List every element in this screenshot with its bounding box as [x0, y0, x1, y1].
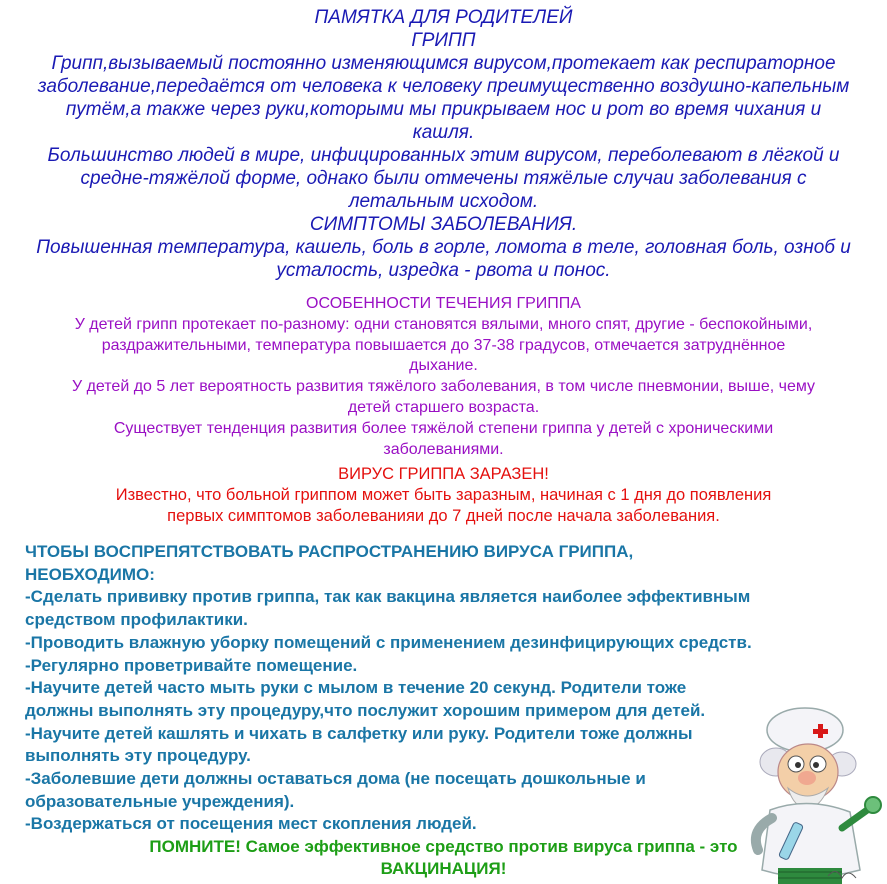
prevention-heading: НЕОБХОДИМО: [25, 564, 155, 584]
features-line: У детей до 5 лет вероятность развития тяжёлого заболевания, в том числе пневмонии, выше, чему [71, 378, 816, 396]
intro-line: Большинство людей в мире, инфицированных этим вирусом, переболевают в лёгкой и [47, 145, 840, 166]
footer-line: ВАКЦИНАЦИЯ! [380, 859, 507, 878]
prevention-item: средством профилактики. [25, 610, 248, 630]
features-line: дыхание. [409, 357, 478, 375]
prevention-item: -Научите детей часто мыть руки с мылом в течение 20 секунд. Родители тоже [25, 678, 687, 698]
intro-line: Грипп,вызываемый постоянно изменяющимся вирусом,протекает как респираторное [51, 53, 836, 74]
prevention-item: -Сделать прививку против гриппа, так как вакцина является наиболее эффективным [25, 587, 751, 607]
prevention-item: -Заболевшие дети должны оставаться дома (не посещать дошкольные и [25, 769, 646, 789]
intro-line: средне-тяжёлой форме, однако были отмечены тяжёлые случаи заболевания с [80, 168, 807, 189]
symptoms-line: усталость, изредка - рвота и понос. [276, 260, 611, 281]
features-line: У детей грипп протекает по-разному: одни становятся вялыми, много спят, другие - беспокойными, [74, 315, 813, 333]
prevention-item: -Регулярно проветривайте помещение. [25, 655, 358, 675]
prevention-item: выполнять эту процедуру. [25, 746, 251, 766]
prevention-item: должны выполнять эту процедуру,что послужит хорошим примером для детей. [25, 700, 706, 720]
contagious-title: ВИРУС ГРИППА ЗАРАЗЕН! [338, 465, 549, 483]
symptoms-title: СИМПТОМЫ ЗАБОЛЕВАНИЯ. [309, 214, 578, 235]
features-line: Существует тенденция развития более тяжёлой степени гриппа у детей с хроническими [113, 419, 774, 437]
contagious-line: Известно, что больной гриппом может быть заразным, начиная с 1 дня до появления [115, 486, 772, 504]
intro-section [0, 6, 887, 282]
prevention-item: -Воздержаться от посещения мест скопления людей. [25, 814, 477, 834]
intro-line: путём,а также через руки,которыми мы прикрываем нос и рот во время чихания и [65, 99, 822, 120]
footer-section [0, 836, 887, 880]
intro-line: кашля. [412, 122, 475, 143]
features-line: детей старшего возраста. [347, 398, 540, 416]
page-title: ПАМЯТКА ДЛЯ РОДИТЕЛЕЙ [314, 7, 573, 28]
features-title: ОСОБЕННОСТИ ТЕЧЕНИЯ ГРИППА [306, 295, 581, 312]
footer-line: ПОМНИТЕ! Самое эффективное средство против вируса гриппа - это [149, 837, 738, 856]
contagious-line: первых симптомов заболеванияи до 7 дней после начала заболевания. [167, 507, 720, 525]
features-line: заболеваниями. [383, 440, 504, 458]
page-subtitle: ГРИПП [411, 30, 476, 51]
intro-line: летальным исходом. [348, 191, 539, 212]
intro-line: заболевание,передаётся от человека к человеку преимущественно воздушно-капельным [37, 76, 850, 97]
prevention-heading: ЧТОБЫ ВОСПРЕПЯТСТВОВАТЬ РАСПРОСТРАНЕНИЮ ВИРУСА ГРИППА, [25, 542, 634, 561]
prevention-item: -Научите детей кашлять и чихать в салфетку или руку. Родители тоже должны [25, 723, 693, 743]
prevention-item: образовательные учреждения). [25, 791, 295, 811]
contagious-section [0, 464, 887, 527]
symptoms-line: Повышенная температура, кашель, боль в горле, ломота в теле, головная боль, озноб и [36, 237, 851, 258]
features-line: раздражительными, температура повышается до 37-38 градусов, отмечается затруднённое [101, 336, 786, 354]
features-section [0, 294, 887, 460]
prevention-item: -Проводить влажную уборку помещений с применением дезинфицирующих средств. [25, 632, 752, 652]
